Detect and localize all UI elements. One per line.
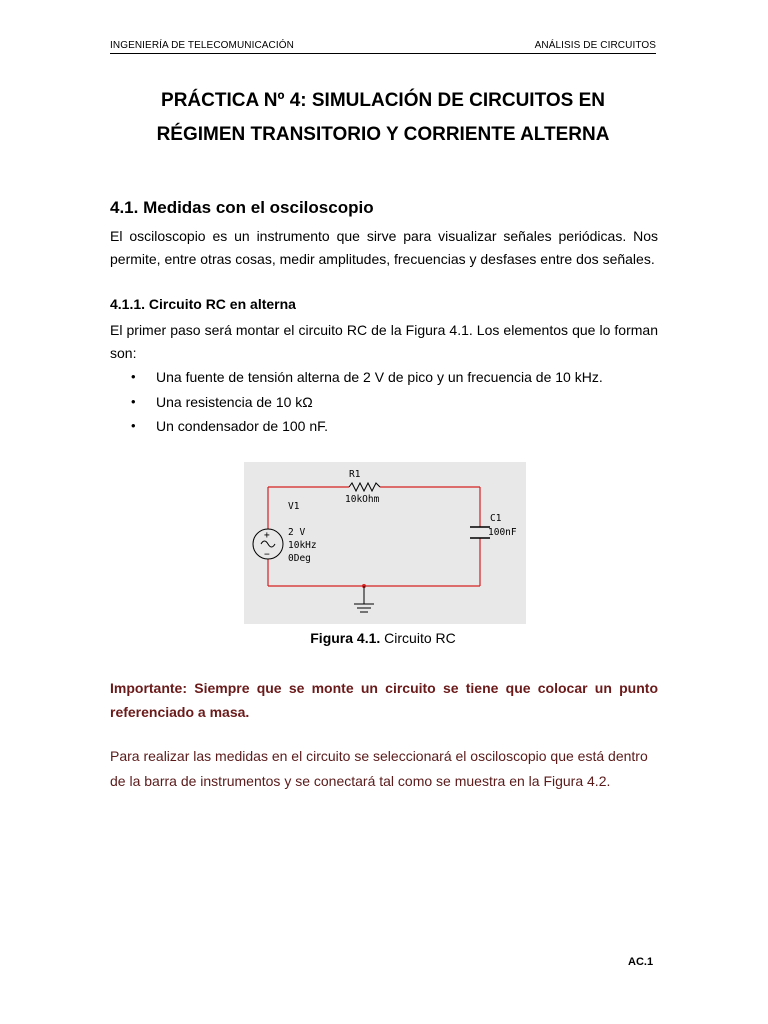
resistor-value: 10kOhm bbox=[345, 494, 380, 505]
title-line-1: PRÁCTICA Nº 4: SIMULACIÓN DE CIRCUITOS EN bbox=[161, 90, 605, 111]
figure-caption bbox=[110, 630, 656, 646]
source-amplitude: 2 V bbox=[288, 527, 306, 538]
sine-wave-icon bbox=[261, 541, 275, 547]
subsection-heading: 4.1.1. Circuito RC en alterna bbox=[110, 296, 296, 312]
bullet-icon: • bbox=[131, 369, 136, 384]
closing-paragraph: Para realizar las medidas en el circuito se seleccionará el osciloscopio que está dentro de la barra de instrumentos y se conectará tal como se muestra en la Figura 4.2. bbox=[110, 748, 648, 789]
header-right: ANÁLISIS DE CIRCUITOS bbox=[534, 40, 656, 51]
section-heading: 4.1. Medidas con el osciloscopio bbox=[110, 198, 374, 217]
page-title bbox=[110, 84, 656, 152]
bullet-icon: • bbox=[131, 393, 136, 409]
running-header bbox=[110, 40, 656, 54]
resistor-label: R1 bbox=[349, 469, 361, 480]
source-frequency: 10kHz bbox=[288, 540, 317, 551]
minus-sign: − bbox=[264, 549, 270, 560]
resistor-symbol bbox=[349, 483, 380, 491]
subsection-intro: El primer paso será montar el circuito RC de la Figura 4.1. Los elementos que lo forman son: bbox=[110, 322, 658, 361]
ground-icon bbox=[354, 586, 374, 612]
capacitor-label: C1 bbox=[490, 513, 502, 524]
bullet-icon: • bbox=[131, 418, 136, 433]
source-phase: 0Deg bbox=[288, 553, 311, 564]
component-list bbox=[110, 365, 603, 439]
title-line-2: RÉGIMEN TRANSITORIO Y CORRIENTE ALTERNA bbox=[156, 124, 610, 145]
caption-label: Figura 4.1. bbox=[310, 630, 381, 646]
capacitor-symbol bbox=[470, 527, 490, 538]
plus-sign: + bbox=[264, 530, 270, 541]
important-note: Importante: Siempre que se monte un circuito se tiene que colocar un punto referenciado a masa. bbox=[110, 680, 658, 720]
header-left: INGENIERÍA DE TELECOMUNICACIÓN bbox=[110, 40, 294, 51]
rc-circuit-figure bbox=[244, 462, 526, 624]
list-item: • Una fuente de tensión alterna de 2 V de pico y un frecuencia de 10 kHz. bbox=[110, 365, 603, 390]
capacitor-value: 100nF bbox=[488, 527, 517, 538]
rc-circuit-diagram bbox=[244, 462, 526, 624]
section-intro: El osciloscopio es un instrumento que sirve para visualizar señales periódicas. Nos permite, entre otras cosas, medir amplitudes, frecuencias y desfases entre dos señales. bbox=[110, 228, 658, 267]
source-label: V1 bbox=[288, 501, 300, 512]
page-number: AC.1 bbox=[628, 956, 654, 968]
list-item: • Una resistencia de 10 kΩ bbox=[110, 390, 603, 415]
caption-text: Circuito RC bbox=[380, 630, 456, 646]
list-item: • Un condensador de 100 nF. bbox=[110, 414, 603, 439]
